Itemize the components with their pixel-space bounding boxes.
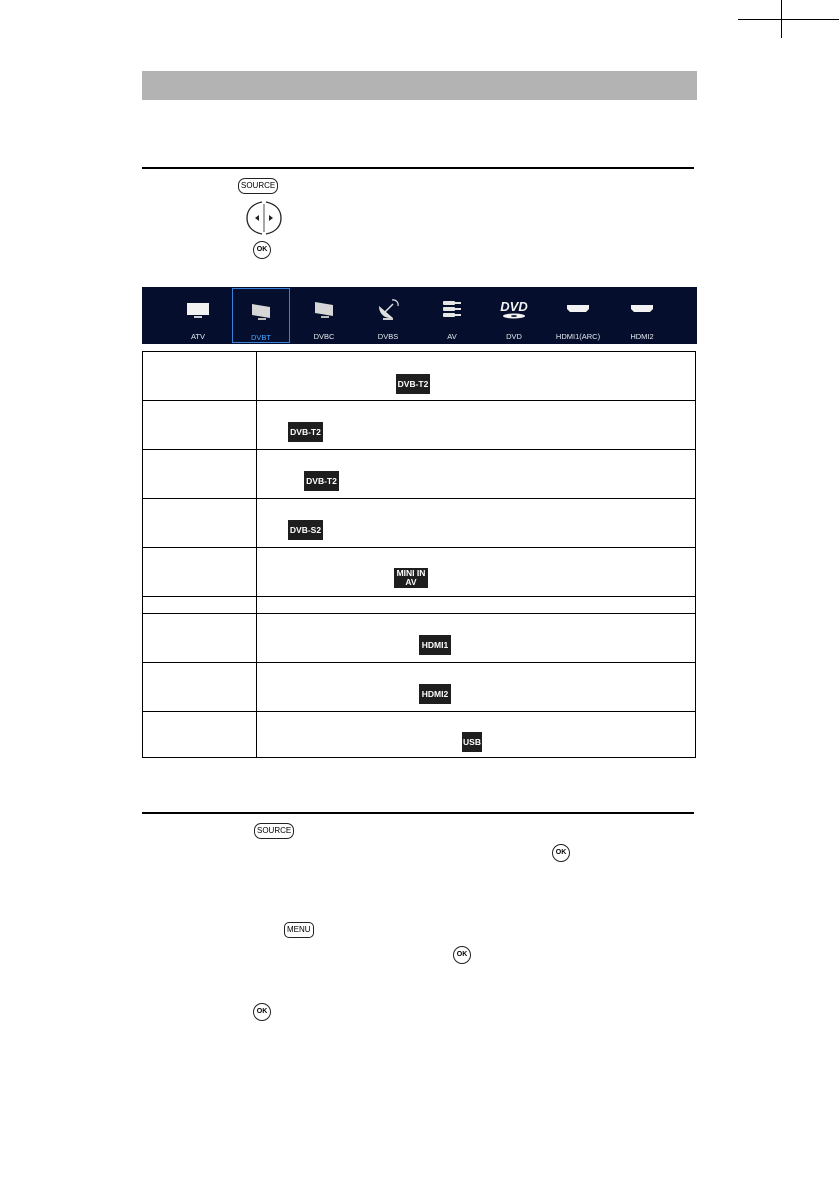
dvb-s2-chip: DVB-S2	[288, 520, 323, 540]
hdmi-port-icon	[625, 296, 659, 322]
section-rule-bottom	[142, 812, 694, 814]
hdmi2-chip: HDMI2	[419, 684, 451, 704]
source-button: SOURCE	[254, 823, 294, 839]
source-item-hdmi2[interactable]	[616, 287, 668, 344]
table-row	[143, 499, 695, 548]
av-cable-icon	[435, 296, 469, 322]
usb-chip: USB	[462, 732, 482, 752]
ok-button: OK	[453, 946, 471, 964]
table-row	[143, 401, 695, 450]
crop-mark-horizontal	[738, 19, 839, 20]
source-item-dvbc[interactable]	[298, 287, 350, 344]
ok-button: OK	[253, 1003, 271, 1021]
table-row	[143, 597, 695, 614]
source-table	[142, 351, 696, 758]
dvbc-icon	[307, 296, 341, 322]
chip-line: AV	[405, 577, 417, 587]
source-item-dvd[interactable]	[488, 287, 540, 344]
source-menu-bar	[142, 287, 697, 344]
table-row	[143, 450, 695, 499]
chip-line: MINI IN	[396, 568, 426, 578]
source-item-label: DVD	[506, 332, 522, 341]
menu-button: MENU	[284, 922, 314, 938]
svg-text:DVD: DVD	[500, 299, 528, 314]
hdmi1-chip: HDMI1	[419, 635, 451, 655]
source-item-dvbt[interactable]	[232, 288, 290, 343]
source-item-label: DVBT	[250, 333, 271, 342]
source-item-label: ATV	[190, 332, 206, 341]
dvd-logo-icon	[497, 296, 531, 322]
dvb-t2-chip: DVB-T2	[304, 471, 339, 491]
table-row	[143, 614, 695, 663]
source-item-label: AV	[447, 332, 457, 341]
source-item-label: HDMI1(ARC)	[555, 332, 601, 341]
source-button: SOURCE	[238, 178, 278, 194]
dvb-t2-chip: DVB-T2	[288, 422, 323, 442]
source-item-av[interactable]	[426, 287, 478, 344]
source-item-hdmi1-arc[interactable]	[546, 287, 610, 344]
section-rule-top	[142, 167, 694, 169]
table-row	[143, 712, 695, 757]
source-item-label: DVBS	[377, 332, 399, 341]
table-row	[143, 663, 695, 712]
section-header-bar	[142, 71, 697, 100]
dvb-t2-chip: DVB-T2	[396, 374, 430, 394]
table-row	[143, 352, 695, 401]
dpad-left-right-icon	[244, 200, 284, 236]
ok-button: OK	[253, 241, 271, 259]
ok-button: OK	[552, 844, 570, 862]
hdmi-port-icon	[561, 296, 595, 322]
dvbt-icon	[244, 298, 278, 324]
tv-icon	[181, 296, 215, 322]
mini-in-av-chip	[394, 568, 428, 588]
source-item-atv[interactable]	[172, 287, 224, 344]
satellite-dish-icon	[371, 296, 405, 322]
source-item-label: DVBC	[313, 332, 335, 341]
source-item-label: HDMI2	[630, 332, 654, 341]
source-item-dvbs[interactable]	[362, 287, 414, 344]
table-row	[143, 548, 695, 597]
